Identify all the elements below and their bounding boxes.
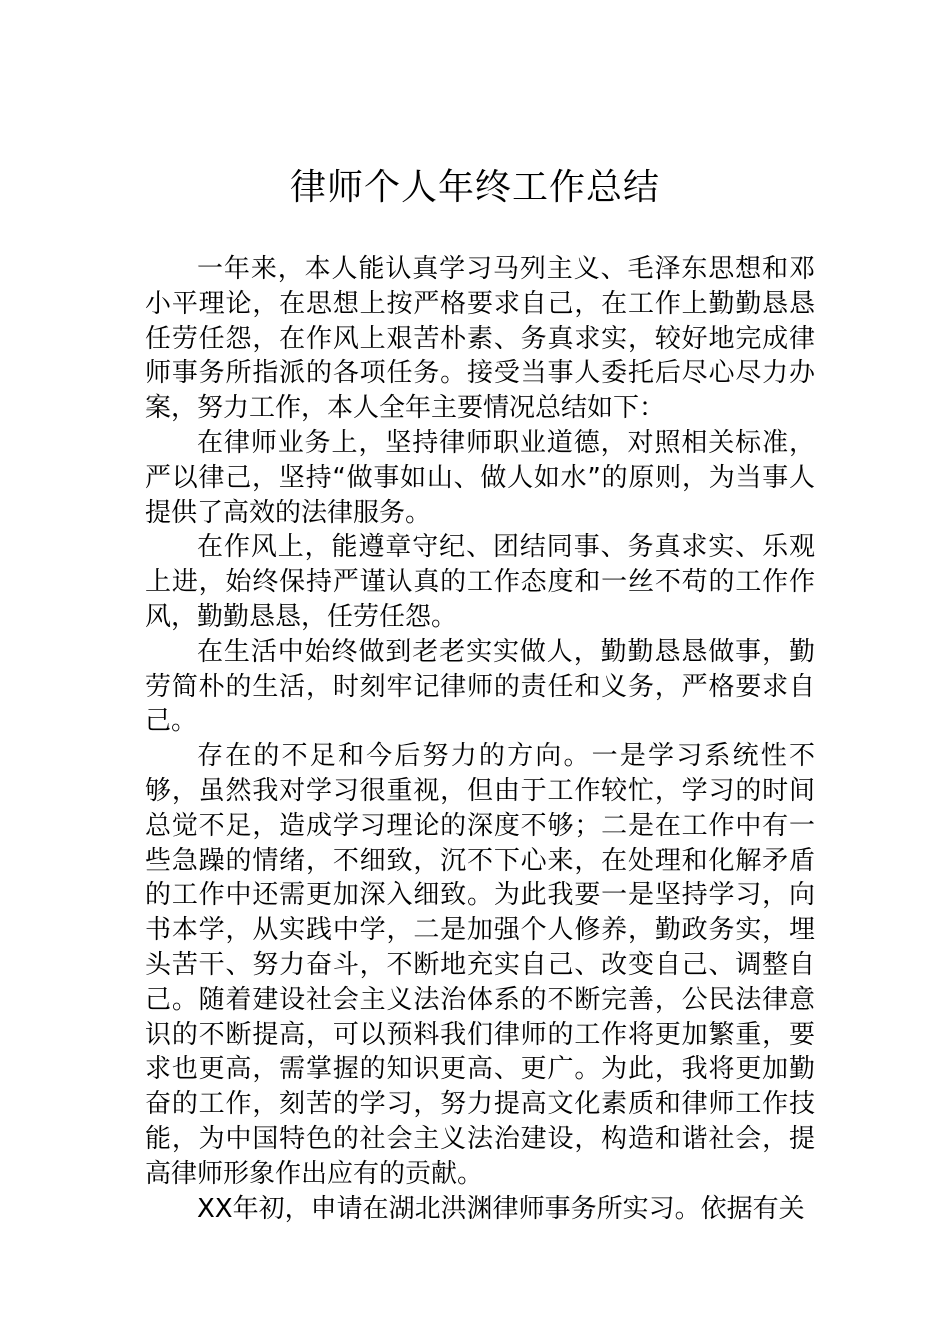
paragraph: 在律师业务上，坚持律师职业道德，对照相关标准，严以律己，坚持“做事如山、做人如水”的原则，为当事人提供了高效的法律服务。	[145, 427, 815, 528]
paragraph: 在作风上，能遵章守纪、团结同事、务真求实、乐观上进，始终保持严谨认真的工作态度和一丝不苟的工作作风，勤勤恳恳，任劳任怨。	[145, 532, 815, 632]
document-title: 律师个人年终工作总结	[289, 167, 660, 208]
paragraph: 存在的不足和今后努力的方向。一是学习系统性不够，虽然我对学习很重视，但由于工作较忙，学习的时间总觉不足，造成学习理论的深度不够；二是在工作中有一些急躁的情绪，不细致，沉不下心来，在处理和化解矛盾的工作中还需更加深入细致。为此我要一是坚持学习，向书本学，从实践中学，二是加强个人修养，勤政务实，埋头苦干、努力奋斗，不断地充实自己、改变自己、调整自己。随着建设社会主义法治体系的不断完善，公民法律意识的不断提高，可以预料我们律师的工作将更加繁重，要求也更高，需掌握的知识更高、更广。为此，我将更加勤奋的工作，刻苦的学习，努力提高文化素质和律师工作技能，为中国特色的社会主义法治建设，构造和谐社会，提高律师形象作出应有的贡献。	[145, 741, 815, 1189]
paragraph: 一年来，本人能认真学习马列主义、毛泽东思想和邓小平理论，在思想上按严格要求自己，在工作上勤勤恳恳任劳任怨，在作风上艰苦朴素、务真求实，较好地完成律师事务所指派的各项任务。接受当事人委托后尽心尽力办案，努力工作，本人全年主要情况总结如下：	[145, 254, 815, 424]
document-body	[145, 252, 815, 1226]
paragraph: XX年初，申请在湖北洪渊律师事务所实习。依据有关	[197, 1193, 805, 1224]
paragraph: 在生活中始终做到老老实实做人，勤勤恳恳做事，勤劳简朴的生活，时刻牢记律师的责任和义务，严格要求自己。	[145, 636, 815, 737]
